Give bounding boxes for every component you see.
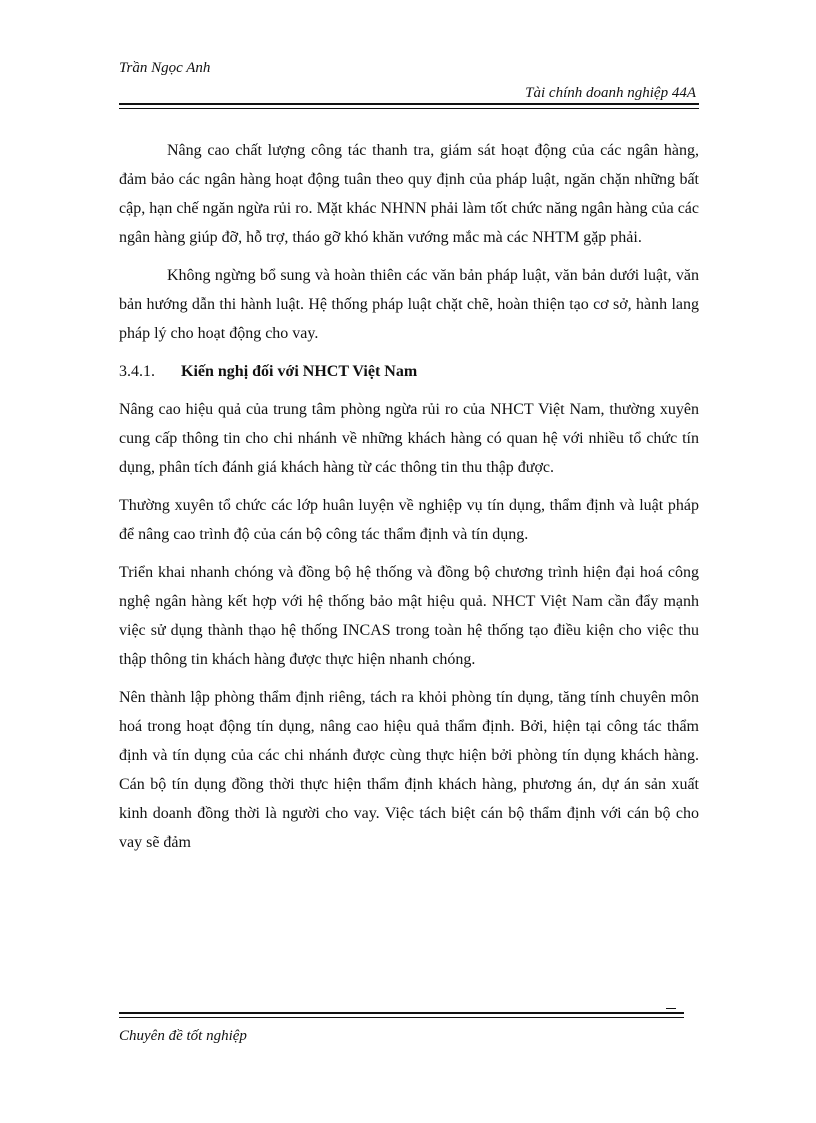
footer-divider — [119, 1012, 684, 1018]
header-course: Tài chính doanh nghiệp 44A — [525, 85, 696, 101]
paragraph-6: Nên thành lập phòng thẩm định riêng, tách ra khỏi phòng tín dụng, tăng tính chuyên môn hoá trong hoạt động tín dụng, nâng cao hiệu quả thẩm định. Bởi, hiện tại công tác thẩm định và tín dụng của các chi nhánh được cùng thực hiện bởi phòng tín dụng khách hàng. Cán bộ tín dụng đồng thời thực hiện thẩm định khách hàng, phương án, dự án sản xuất kinh doanh đồng thời là người cho vay. Việc tách biệt cán bộ thẩm định với cán bộ cho vay sẽ đảm — [119, 689, 699, 851]
section-title: Kiến nghị đối với NHCT Việt Nam — [181, 363, 418, 380]
section-number: 3.4.1. — [119, 363, 155, 380]
paragraph-1: Nâng cao chất lượng công tác thanh tra, giám sát hoạt động của các ngân hàng, đảm bảo các ngân hàng hoạt động tuân theo quy định của pháp luật, ngăn chặn những bất cập, hạn chế ngăn ngừa rủi ro. Mặt khác NHNN phải làm tốt chức năng ngân hàng của các ngân hàng giúp đỡ, hỗ trợ, tháo gỡ khó khăn vướng mắc mà các NHTM gặp phải. — [119, 142, 699, 246]
paragraph-2: Không ngừng bổ sung và hoàn thiên các văn bản pháp luật, văn bản dưới luật, văn bản hướng dẫn thi hành luật. Hệ thống pháp luật chặt chẽ, hoàn thiện tạo cơ sở, hành lang pháp lý cho hoạt động cho vay. — [119, 267, 699, 342]
paragraph-4: Thường xuyên tổ chức các lớp huân luyện về nghiệp vụ tín dụng, thẩm định và luật pháp để nâng cao trình độ của cán bộ công tác thẩm định và tín dụng. — [119, 497, 699, 543]
body-text — [119, 136, 699, 866]
header-author: Trần Ngọc Anh — [119, 60, 211, 76]
paragraph-5: Triển khai nhanh chóng và đồng bộ hệ thống và đồng bộ chương trình hiện đại hoá công nghệ ngân hàng kết hợp với hệ thống bảo mật hiệu quả. NHCT Việt Nam cần đẩy mạnh việc sử dụng thành thạo hệ thống INCAS trong toàn hệ thống tạo điều kiện cho việc thu thập thông tin khách hàng được thực hiện nhanh chóng. — [119, 564, 699, 668]
section-heading — [119, 357, 699, 386]
footer-mark — [666, 1008, 676, 1009]
header-divider — [119, 103, 699, 109]
footer-label: Chuyên đề tốt nghiệp — [119, 1028, 247, 1044]
paragraph-3: Nâng cao hiệu quả của trung tâm phòng ngừa rủi ro của NHCT Việt Nam, thường xuyên cung cấp thông tin cho chi nhánh về những khách hàng có quan hệ với nhiều tổ chức tín dụng, phân tích đánh giá khách hàng từ các thông tin thu thập được. — [119, 401, 699, 476]
